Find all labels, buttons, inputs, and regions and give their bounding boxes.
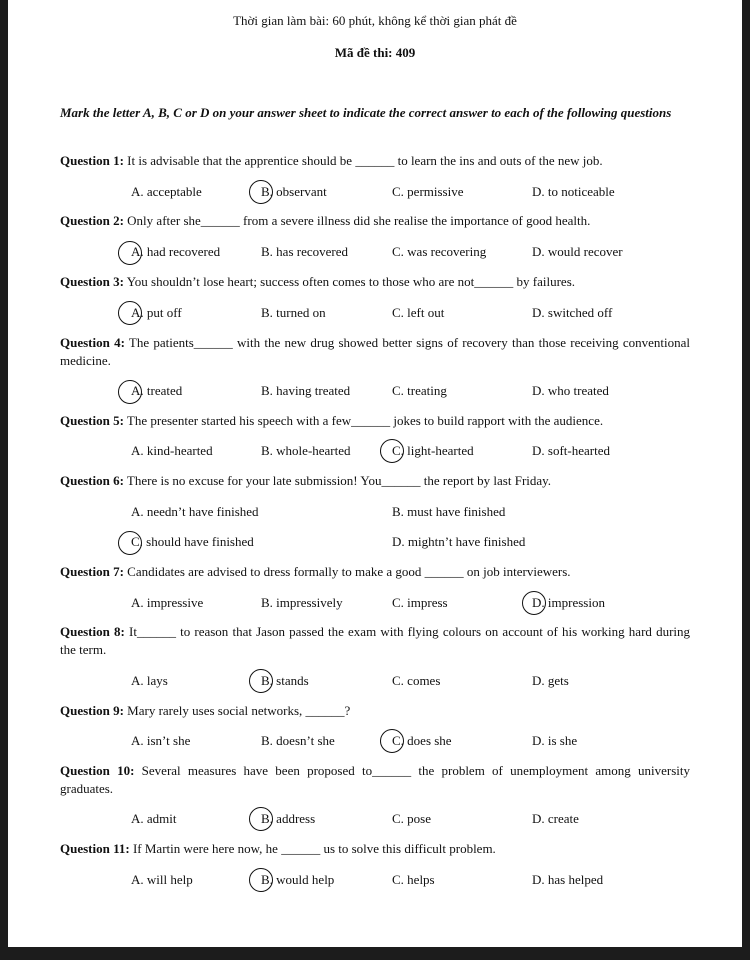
option-b[interactable]: B. impressively [261,595,343,610]
question-11 [60,840,690,858]
option-a[interactable]: A. will help [131,872,193,887]
option-c[interactable]: C. should have finished [131,534,254,549]
option-b[interactable]: B. turned on [261,305,326,320]
question-text: The presenter started his speech with a few______ jokes to build rapport with the audience. [123,413,604,428]
option-d[interactable]: D. mightn’t have finished [392,534,526,549]
question-text: It is advisable that the apprentice should be ______ to learn the ins and outs of the new job. [123,153,603,168]
answer-circle-mark [118,301,142,325]
answer-circle-mark [380,439,404,463]
option-d[interactable]: D. to noticeable [532,184,615,199]
question-text: There is no excuse for your late submission! You______ the report by last Friday. [123,473,552,488]
option-a[interactable]: A. admit [131,811,177,826]
option-a[interactable]: A. lays [131,673,168,688]
question-text: Several measures have been proposed to______ the problem of unemployment among university graduates. [60,763,690,796]
option-b[interactable]: B. has recovered [261,244,348,259]
question-3 [60,273,690,291]
exam-duration: Thời gian làm bài: 60 phút, không kể thời gian phát đề [233,13,517,28]
question-text: Candidates are advised to dress formally to make a good ______ on job interviewers. [123,564,571,579]
question-10 [60,762,690,798]
option-c[interactable]: C. does she [392,733,452,748]
option-b[interactable]: B. whole-hearted [261,443,351,458]
option-a[interactable]: A. kind-hearted [131,443,213,458]
answer-circle-mark [249,868,273,892]
question-5 [60,412,690,430]
option-c[interactable]: C. comes [392,673,441,688]
question-text: The patients______ with the new drug showed better signs of recovery than those receiving conventional medicine. [60,335,690,368]
question-text: Only after she______ from a severe illness did she realise the importance of good health. [123,213,591,228]
option-a[interactable]: A. needn’t have finished [131,504,259,519]
question-label: Question 8: [60,624,125,639]
question-label: Question 4: [60,335,125,350]
option-b[interactable]: B. stands [261,673,309,688]
question-4 [60,334,690,370]
option-b[interactable]: B. doesn’t she [261,733,335,748]
option-c[interactable]: C. left out [392,305,445,320]
instruction-text: Mark the letter A, B, C or D on your answer sheet to indicate the correct answer to each of the following questions [60,105,672,120]
exam-code: Mã đề thi: 409 [334,45,416,60]
option-d[interactable]: D. soft-hearted [532,443,610,458]
question-label: Question 1: [60,153,124,168]
option-c[interactable]: C. permissive [392,184,464,199]
option-a[interactable]: A. had recovered [131,244,221,259]
option-a[interactable]: A. put off [131,305,182,320]
question-label: Question 10: [60,763,135,778]
option-c[interactable]: C. was recovering [392,244,487,259]
option-a[interactable]: A. impressive [131,595,204,610]
question-label: Question 11: [60,841,130,856]
question-2 [60,212,690,230]
question-1 [60,152,690,170]
question-8 [60,623,690,659]
option-c[interactable]: C. helps [392,872,435,887]
question-label: Question 6: [60,473,124,488]
question-9 [60,702,690,720]
question-text: It______ to reason that Jason passed the exam with flying colours on account of his working hard during the term. [60,624,691,657]
option-b[interactable]: B. having treated [261,383,351,398]
question-label: Question 3: [60,274,124,289]
option-b[interactable]: B. address [261,811,316,826]
question-label: Question 7: [60,564,124,579]
answer-circle-mark [118,241,142,265]
answer-circle-mark [118,380,142,404]
option-a[interactable]: A. isn’t she [131,733,191,748]
answer-circle-mark [522,591,546,615]
question-text: If Martin were here now, he ______ us to solve this difficult problem. [129,841,496,856]
option-d[interactable]: D. impression [532,595,605,610]
question-label: Question 2: [60,213,124,228]
answer-circle-mark [118,531,142,555]
option-d[interactable]: D. create [532,811,579,826]
question-7 [60,563,690,581]
answer-circle-mark [249,669,273,693]
option-d[interactable]: D. who treated [532,383,609,398]
viewer-background [0,947,750,960]
question-label: Question 5: [60,413,124,428]
question-text: Mary rarely uses social networks, ______? [123,703,351,718]
option-b[interactable]: B. must have finished [392,504,506,519]
option-d[interactable]: D. would recover [532,244,623,259]
answer-circle-mark [249,180,273,204]
option-c[interactable]: C. light-hearted [392,443,474,458]
answer-circle-mark [249,807,273,831]
option-d[interactable]: D. switched off [532,305,613,320]
option-b[interactable]: B. observant [261,184,327,199]
option-d[interactable]: D. is she [532,733,578,748]
option-c[interactable]: C. pose [392,811,431,826]
question-6 [60,472,690,490]
option-a[interactable]: A. treated [131,383,183,398]
answer-circle-mark [380,729,404,753]
option-d[interactable]: D. gets [532,673,569,688]
question-text: You shouldn’t lose heart; success often comes to those who are not______ by failures. [123,274,575,289]
option-d[interactable]: D. has helped [532,872,604,887]
option-b[interactable]: B. would help [261,872,335,887]
option-c[interactable]: C. treating [392,383,447,398]
question-label: Question 9: [60,703,124,718]
option-a[interactable]: A. acceptable [131,184,202,199]
option-c[interactable]: C. impress [392,595,448,610]
